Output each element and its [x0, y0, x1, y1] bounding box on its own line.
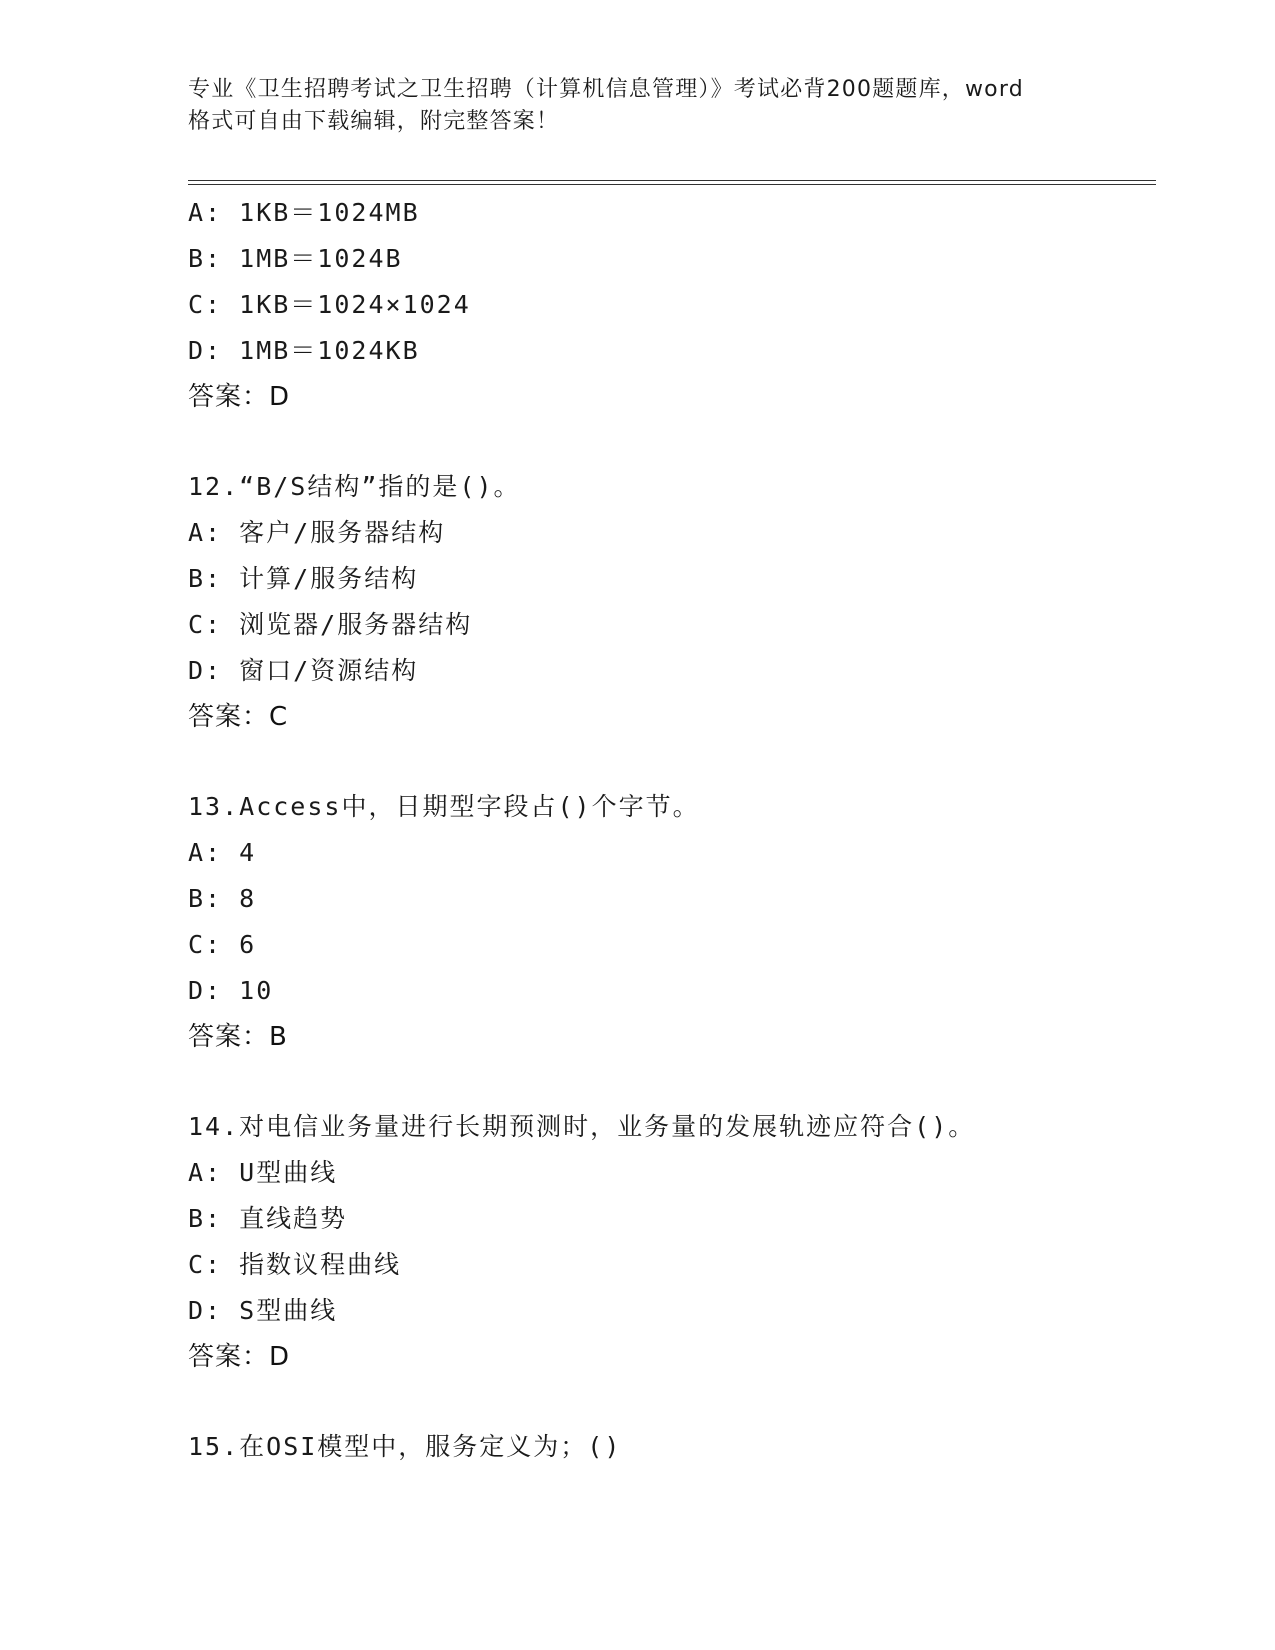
question-14	[188, 1104, 1148, 1380]
header-divider-bottom	[188, 184, 1156, 185]
answer-label: 答案：D	[188, 1342, 291, 1372]
option-c: C: 指数议程曲线	[188, 1250, 402, 1279]
answer-label: 答案：B	[188, 1022, 288, 1052]
question-stem: 12.“B/S结构”指的是()。	[188, 472, 521, 501]
question-stem: 14.对电信业务量进行长期预测时，业务量的发展轨迹应符合()。	[188, 1112, 976, 1141]
option-a: A: 1KB＝1024MB	[188, 198, 420, 227]
option-b: B: 1MB＝1024B	[188, 244, 403, 273]
option-d: D: S型曲线	[188, 1296, 338, 1325]
question-13	[188, 784, 1148, 1060]
option-a: A: 4	[188, 838, 257, 867]
document-header	[188, 74, 1088, 138]
question-12	[188, 464, 1148, 740]
header-title-line-2: 格式可自由下载编辑，附完整答案！	[188, 109, 560, 134]
header-divider-top	[188, 180, 1156, 181]
option-c: C: 浏览器/服务器结构	[188, 610, 473, 639]
option-a: A: U型曲线	[188, 1158, 338, 1187]
option-a: A: 客户/服务器结构	[188, 518, 446, 547]
header-title-line-1: 专业《卫生招聘考试之卫生招聘（计算机信息管理）》考试必背200题题库，word	[188, 77, 1024, 102]
option-b: B: 计算/服务结构	[188, 564, 419, 593]
answer-label: 答案：C	[188, 702, 289, 732]
question-list	[188, 190, 1148, 1470]
question-stem: 13.Access中，日期型字段占()个字节。	[188, 792, 700, 821]
option-b: B: 8	[188, 884, 257, 913]
answer-label: 答案：D	[188, 382, 291, 412]
option-d: D: 1MB＝1024KB	[188, 336, 420, 365]
question-15	[188, 1424, 1148, 1470]
option-d: D: 窗口/资源结构	[188, 656, 419, 685]
option-c: C: 6	[188, 930, 257, 959]
option-d: D: 10	[188, 976, 274, 1005]
question-stem: 15.在OSI模型中，服务定义为；()	[188, 1432, 622, 1461]
option-b: B: 直线趋势	[188, 1204, 348, 1233]
option-c: C: 1KB＝1024×1024	[188, 290, 471, 319]
question-11	[188, 190, 1148, 420]
